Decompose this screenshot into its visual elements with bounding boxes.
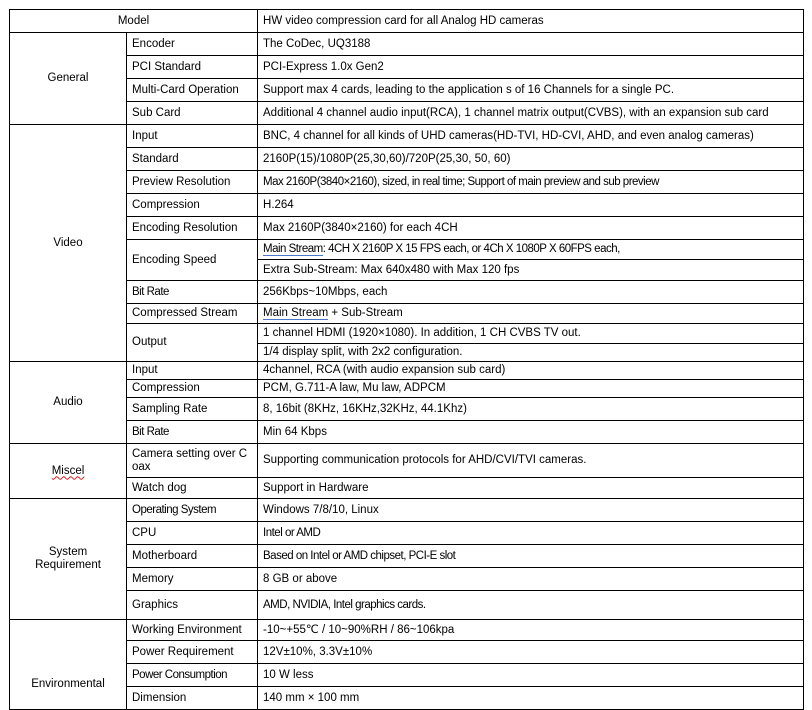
spec-label: Input: [127, 362, 258, 380]
spec-label: Memory: [127, 568, 258, 591]
spec-value: -10~+55℃ / 10~90%RH / 86~106kpa: [258, 620, 804, 641]
spec-value: Max 2160P(3840×2160) for each 4CH: [258, 217, 804, 240]
spec-value: Min 64 Kbps: [258, 421, 804, 444]
table-row: [10, 620, 804, 641]
spec-label: Encoder: [127, 33, 258, 56]
spec-value: [258, 591, 804, 620]
spec-label: Sub Card: [127, 102, 258, 125]
spec-value: 8 GB or above: [258, 568, 804, 591]
spec-label: Preview Resolution: [127, 171, 258, 194]
spec-label: Dimension: [127, 687, 258, 710]
table-row: [10, 56, 804, 79]
table-row: [10, 240, 804, 281]
main-stream-link: Main Stream: [263, 307, 329, 319]
table-row: [10, 641, 804, 664]
spec-value: BNC, 4 channel for all kinds of UHD cameras(HD-TVI, HD-CVI, AHD, and even analog cameras): [258, 125, 804, 148]
section-system-requirement: [10, 499, 127, 620]
system-title-line-2: Requirement: [35, 559, 101, 571]
spec-value: [258, 304, 804, 324]
table-row: [10, 102, 804, 125]
bit-rate-label: Bit Rate: [132, 285, 169, 298]
table-row: [10, 421, 804, 444]
spec-value: 10 W less: [258, 664, 804, 687]
encoding-speed-main-rest: : 4CH X 2160P X 15 FPS each, or 4Ch X 1080P X 60FPS each,: [322, 243, 620, 255]
table-row: [10, 499, 804, 522]
table-row: [10, 171, 804, 194]
table-row: [10, 591, 804, 620]
table-row: [10, 664, 804, 687]
spec-value: 140 mm × 100 mm: [258, 687, 804, 710]
model-value: HW video compression card for all Analog HD cameras: [258, 10, 804, 33]
spec-value: Supporting communication protocols for AHD/CVI/TVI cameras.: [258, 444, 804, 478]
preview-resolution-text: Max 2160P(3840×2160), sized, in real time; Support of main preview and sub preview: [263, 175, 659, 188]
spec-label: Input: [127, 125, 258, 148]
output-line-1: 1 channel HDMI (1920×1080). In addition, 1 CH CVBS TV out.: [258, 324, 803, 344]
model-label: Model: [10, 10, 258, 33]
table-row: [10, 380, 804, 398]
spec-label: Encoding Resolution: [127, 217, 258, 240]
table-row: [10, 125, 804, 148]
table-row: [10, 568, 804, 591]
table-row: [10, 362, 804, 380]
spec-label: [127, 281, 258, 304]
table-row: [10, 79, 804, 102]
spec-value: The CoDec, UQ3188: [258, 33, 804, 56]
table-row: [10, 217, 804, 240]
miscel-title: Miscel: [51, 464, 85, 477]
spec-label: Watch dog: [127, 478, 258, 499]
camera-setting-label-line-2: oax: [132, 460, 151, 473]
motherboard-value: Based on Intel or AMD chipset, PCI-E slot: [263, 549, 456, 562]
spec-label: Working Environment: [127, 620, 258, 641]
spec-label: Sampling Rate: [127, 398, 258, 421]
section-miscel: [10, 444, 127, 499]
spec-label: Motherboard: [127, 545, 258, 568]
spec-label: PCI Standard: [127, 56, 258, 79]
section-environmental: Environmental: [10, 620, 127, 710]
spec-value: H.264: [258, 194, 804, 217]
spec-table: [9, 9, 804, 710]
main-stream-link: Main Stream: [263, 243, 323, 255]
table-row: [10, 522, 804, 545]
spec-value: Windows 7/8/10, Linux: [258, 499, 804, 522]
spec-value: 2160P(15)/1080P(25,30,60)/720P(25,30, 50, 60): [258, 148, 804, 171]
header-row: [10, 10, 804, 33]
encoding-speed-main: [258, 240, 803, 260]
spec-label: CPU: [127, 522, 258, 545]
cpu-value: Intel or AMD: [263, 526, 321, 539]
encoding-speed-extra: Extra Sub-Stream: Max 640x480 with Max 120 fps: [263, 264, 520, 276]
table-row: [10, 304, 804, 324]
table-row: [10, 398, 804, 421]
table-row: [10, 324, 804, 362]
spec-value: Support max 4 cards, leading to the application s of 16 Channels for a single PC.: [258, 79, 804, 102]
spec-value: PCM, G.711-A law, Mu law, ADPCM: [258, 380, 804, 398]
table-row: [10, 33, 804, 56]
camera-setting-label-line-1: Camera setting over C: [132, 447, 248, 460]
spec-value: [258, 545, 804, 568]
spec-label: Encoding Speed: [127, 240, 258, 281]
spec-value: 4channel, RCA (with audio expansion sub card): [258, 362, 804, 380]
spec-value: [258, 240, 804, 281]
spec-label: Compressed Stream: [127, 304, 258, 324]
section-audio: Audio: [10, 362, 127, 444]
spec-label: Standard: [127, 148, 258, 171]
section-general: General: [10, 33, 127, 125]
spec-value: 256Kbps~10Mbps, each: [258, 281, 804, 304]
spec-label: [127, 664, 258, 687]
output-line-2: 1/4 display split, with 2x2 configuration.: [263, 346, 463, 358]
spec-label: Compression: [127, 380, 258, 398]
spec-label: Power Requirement: [127, 641, 258, 664]
table-row: [10, 687, 804, 710]
table-row: [10, 478, 804, 499]
spec-value: [258, 324, 804, 362]
table-row: [10, 194, 804, 217]
audio-bit-rate-label: Bit Rate: [132, 425, 169, 438]
power-consumption-label: Power Consumption: [132, 668, 228, 681]
system-title-line-1: System: [48, 546, 88, 558]
spec-value: PCI-Express 1.0x Gen2: [258, 56, 804, 79]
table-row: [10, 281, 804, 304]
table-row: [10, 148, 804, 171]
spec-value: Additional 4 channel audio input(RCA), 1 channel matrix output(CVBS), with an expansion sub card: [258, 102, 804, 125]
spec-value: [258, 522, 804, 545]
spec-value: 8, 16bit (8KHz, 16KHz,32KHz, 44.1Khz): [258, 398, 804, 421]
table-row: [10, 545, 804, 568]
compressed-stream-rest: + Sub-Stream: [328, 307, 403, 319]
os-label: Operating System: [132, 503, 217, 516]
graphics-value: AMD, NVIDIA, Intel graphics cards.: [263, 598, 426, 611]
spec-label: [127, 499, 258, 522]
spec-label: [127, 421, 258, 444]
spec-value: [258, 171, 804, 194]
spec-label: Compression: [127, 194, 258, 217]
spec-value: Support in Hardware: [258, 478, 804, 499]
section-video: Video: [10, 125, 127, 362]
spec-value: 12V±10%, 3.3V±10%: [258, 641, 804, 664]
table-row: [10, 444, 804, 478]
spec-label: Output: [127, 324, 258, 362]
spec-label: Graphics: [127, 591, 258, 620]
spec-label: [127, 444, 258, 478]
spec-label: Multi-Card Operation: [127, 79, 258, 102]
